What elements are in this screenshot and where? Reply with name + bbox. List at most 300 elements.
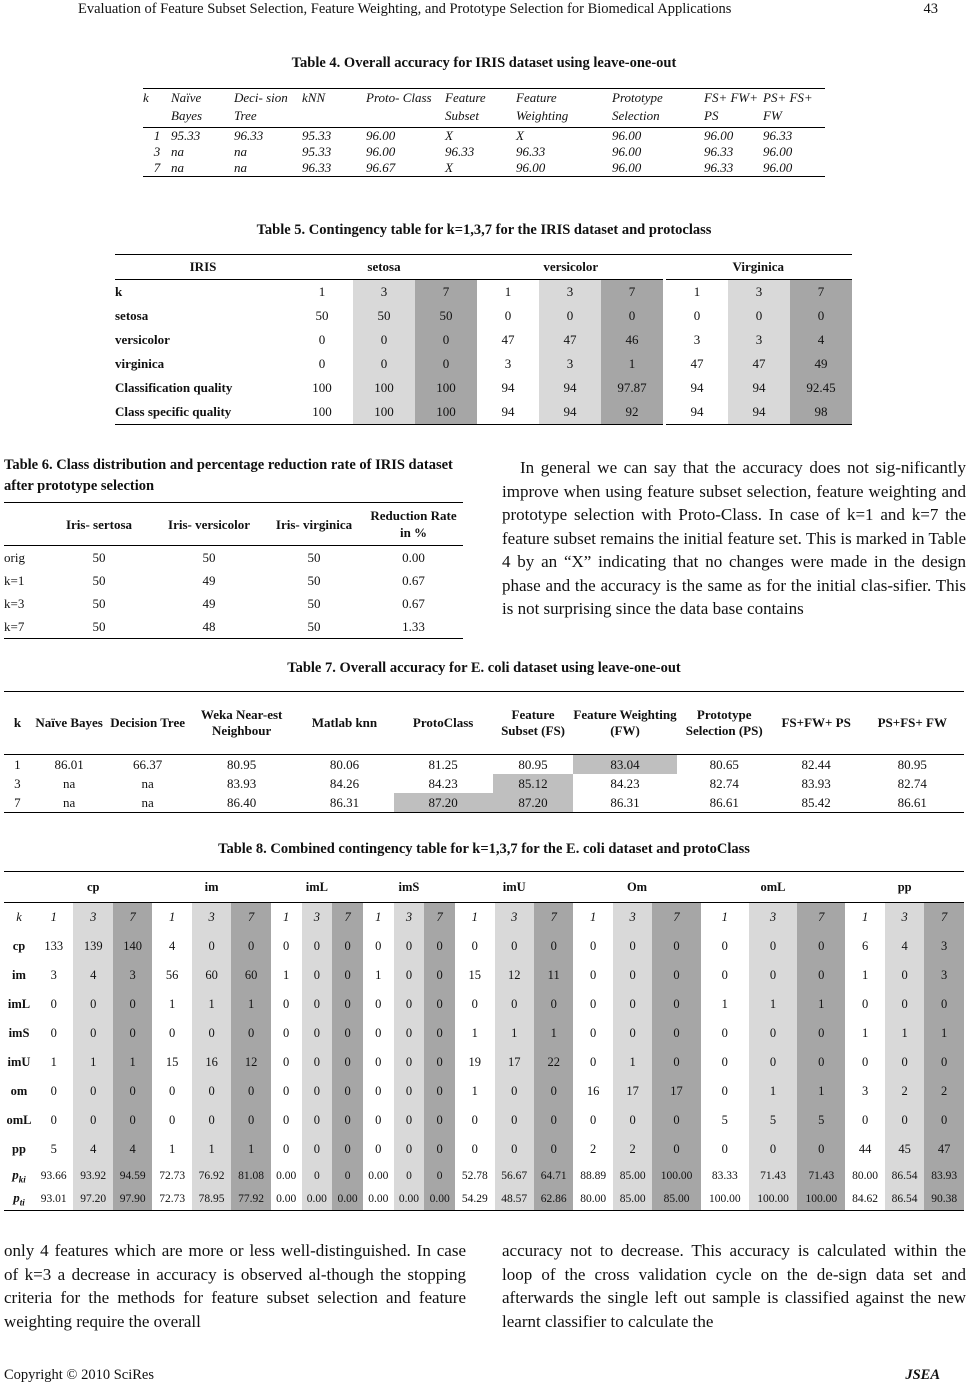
table-row	[115, 328, 852, 352]
table8-cell: 0	[302, 990, 333, 1019]
table4-cell: na	[234, 144, 247, 159]
table5-cell: 3	[353, 280, 415, 305]
table7-cell: na	[141, 775, 154, 791]
table-row	[115, 280, 852, 305]
table8-cell: 15	[468, 968, 482, 982]
table5-cell: 92	[601, 400, 665, 425]
table8-group-header: imS	[398, 879, 420, 894]
table-row	[4, 1135, 964, 1164]
table6-cell: 50	[307, 595, 321, 611]
table8-cell: 0	[471, 1113, 478, 1127]
table8-cell: 60	[231, 961, 270, 990]
table8-cell: 0	[332, 1077, 363, 1106]
table5-cell: 100	[312, 404, 332, 419]
table8-cell: 0	[231, 1106, 270, 1135]
table8-cell: 1	[50, 1055, 57, 1069]
table5-cell: 100	[353, 400, 415, 425]
table8-caption: Table 8. Combined contingency table for k=1,3,7 for the E. coli dataset and protoClass	[218, 841, 750, 857]
table7-cell: 83.04	[573, 755, 676, 775]
table8-cell: imS	[8, 1026, 30, 1040]
table8-group-header: omL	[760, 879, 786, 894]
table7-cell: 80.95	[897, 756, 927, 772]
table8-k-cell: 3	[302, 903, 333, 933]
table4-header-cell: k	[143, 90, 149, 105]
table4-cell: 96.33	[763, 128, 793, 143]
table8-cell: im	[12, 968, 26, 982]
table8-quality-cell: 86.54	[885, 1164, 924, 1187]
table-row	[4, 1077, 964, 1106]
table5-cell: 94	[539, 376, 601, 400]
table8-cell: 0	[749, 1048, 797, 1077]
table8-cell: 4	[169, 939, 176, 953]
table4-cell: 96.33	[516, 144, 546, 159]
table4-header-cell: FS+ FW+ PS	[704, 90, 759, 123]
table8-quality-cell: 0.00	[276, 1169, 297, 1182]
table5-cell: 97.87	[601, 376, 665, 400]
quality-subscript: ki	[18, 1174, 26, 1185]
table5-cell: 47	[728, 352, 790, 376]
table8-quality-cell: 0.00	[302, 1187, 333, 1211]
table6-header-cell: Iris- sertosa	[65, 516, 133, 532]
table-row	[4, 990, 964, 1019]
table8-cell: 1	[192, 990, 231, 1019]
table8-cell: 0	[495, 1135, 534, 1164]
table8-cell: 0	[613, 1106, 652, 1135]
table8-cell: 0	[283, 1113, 290, 1127]
table8-cell: 1	[797, 990, 845, 1019]
table8-cell: 0	[534, 1135, 573, 1164]
table8-cell: 1	[471, 1026, 478, 1040]
table4-header-cell: PS+ FS+ FW	[763, 90, 813, 123]
quality-symbol: p	[12, 1166, 19, 1182]
table7-cell: na	[141, 794, 154, 810]
table8-cell: 0	[534, 1077, 573, 1106]
table8-cell: 0	[302, 932, 333, 961]
table8-quality-cell: 94.59	[113, 1164, 152, 1187]
quality-subscript: ti	[19, 1197, 25, 1208]
table8-cell: 0	[113, 990, 152, 1019]
table-row	[4, 1019, 964, 1048]
table7-header-cell: k	[13, 715, 22, 730]
table8-cell: 0	[375, 1142, 382, 1156]
table7-cell: 83.93	[227, 775, 257, 791]
table7-header-cell: Weka Near-est Neighbour	[200, 707, 283, 738]
table8-cell: 0	[394, 990, 425, 1019]
table8-cell: 5	[749, 1106, 797, 1135]
table8-cell: 0	[50, 997, 57, 1011]
table7-cell: 84.26	[329, 775, 360, 791]
table5-cell: Class specific quality	[115, 404, 232, 419]
table8-cell: 12	[495, 961, 534, 990]
table8-cell: 0	[169, 1084, 176, 1098]
table8-k-cell: 3	[749, 903, 797, 933]
table4-cell: 96.33	[234, 128, 264, 143]
table5-cell: 94	[501, 380, 515, 395]
table8-quality-cell: 88.89	[580, 1169, 607, 1182]
table7-header-cell: ProtoClass	[412, 715, 474, 730]
table6-cell: 1.33	[402, 618, 425, 634]
table5-cell: 50	[353, 304, 415, 328]
table-row	[143, 144, 825, 160]
table7-cell: 80.65	[709, 756, 739, 772]
table4-cell: 96.00	[612, 160, 642, 175]
table4-cell: 96.00	[516, 160, 546, 175]
table8-cell: 0	[495, 932, 534, 961]
table8-cell: 1	[283, 968, 290, 982]
table8-quality-cell: 71.43	[797, 1164, 845, 1187]
table5-cell: 0	[665, 304, 729, 328]
table8-cell: 1	[797, 1077, 845, 1106]
table8-cell: 0	[424, 1048, 455, 1077]
table8-quality-cell: 71.43	[749, 1164, 797, 1187]
body-paragraph-1: In general we can say that the accuracy does not sig-nificantly improve when using feature subset selection, feature weighting and prototype selection with Proto-Class. In case of k=1 and k=7 the feature subset remains the initial feature set. This is marked in Table 4 by an “X” indicating that no changes were made in the design phase and the accuracy is the same as for the initial clas-sifier. This is not surprising since the data base contains	[502, 458, 966, 618]
table-row	[4, 1106, 964, 1135]
table6-cell: 50	[92, 618, 106, 634]
table4-cell: 96.33	[704, 144, 734, 159]
table8-quality-cell: 80.00	[580, 1192, 607, 1205]
table6-cell: 50	[92, 595, 106, 611]
table5	[115, 254, 852, 425]
table8-cell: imU	[7, 1055, 31, 1069]
table7-cell: 80.95	[227, 756, 257, 772]
table4-caption: Table 4. Overall accuracy for IRIS dataset using leave-one-out	[291, 55, 677, 71]
table4-cell: 96.00	[612, 128, 642, 143]
table8-cell: 0	[885, 1048, 924, 1077]
table4-cell: 96.00	[763, 160, 793, 175]
table8-cell: 0	[424, 1135, 455, 1164]
table8-cell: 5	[797, 1106, 845, 1135]
table8-cell: 2	[885, 1077, 924, 1106]
table8-cell: 0	[797, 932, 845, 961]
table8-k-cell: 3	[73, 903, 112, 933]
table7-cell: 86.61	[709, 794, 739, 810]
table8-k-cell: 7	[424, 903, 455, 933]
table8-cell: 0	[590, 968, 597, 982]
table8-cell: 0	[424, 932, 455, 961]
table8-quality-cell: 100.00	[749, 1187, 797, 1211]
table8-cell: 0	[394, 1077, 425, 1106]
table8-cell: 16	[192, 1048, 231, 1077]
table8-cell: 0	[375, 1113, 382, 1127]
table6-cell: 50	[202, 549, 216, 565]
table7-cell: 66.37	[133, 756, 163, 772]
table8-cell: 0	[721, 968, 728, 982]
table8-cell: 0	[50, 1084, 57, 1098]
table8-cell: 1	[169, 1142, 176, 1156]
table8-cell: 4	[73, 961, 112, 990]
table4-header-cell: Feature Subset	[445, 90, 486, 123]
table8-cell: 0	[495, 1106, 534, 1135]
table8-cell: 0	[885, 1106, 924, 1135]
table4-cell: 96.33	[445, 144, 475, 159]
table4-cell: 96.00	[763, 144, 793, 159]
table7-cell: 85.12	[493, 774, 574, 793]
table8-cell: 0	[797, 1048, 845, 1077]
table8-cell: 4	[885, 932, 924, 961]
table8-cell: 0	[394, 1106, 425, 1135]
table5-cell: 0	[318, 356, 326, 371]
table8-cell: 0	[73, 1077, 112, 1106]
table8-k-cell: 7	[797, 903, 845, 933]
table8-cell: 0	[375, 939, 382, 953]
table8-cell: 0	[749, 1019, 797, 1048]
table8-cell: 0	[424, 961, 455, 990]
table7-cell: 84.23	[428, 775, 458, 791]
table8-cell: 0	[375, 1055, 382, 1069]
table8-cell: 0	[192, 1077, 231, 1106]
table-row	[4, 1164, 964, 1187]
table8-quality-cell: 93.01	[40, 1192, 67, 1205]
table7-cell: 86.61	[897, 794, 927, 810]
table8-cell: 0	[332, 1048, 363, 1077]
table6-cell: k=3	[4, 595, 25, 611]
table8-cell: 4	[113, 1135, 152, 1164]
table8-cell: 0	[394, 1048, 425, 1077]
table-row	[4, 961, 964, 990]
table4-cell: 7	[153, 160, 161, 175]
table7	[4, 691, 964, 813]
table8-quality-cell: 86.54	[885, 1187, 924, 1211]
table8-quality-cell: 48.57	[495, 1187, 534, 1211]
table8-cell: 45	[885, 1135, 924, 1164]
table5-cell: 94	[728, 400, 790, 425]
table8-cell: 0	[495, 1077, 534, 1106]
table6-cell: 0.00	[402, 549, 425, 565]
table8-cell: 0	[613, 932, 652, 961]
table8-cell: 0	[721, 1055, 728, 1069]
table8-cell: 0	[590, 1113, 597, 1127]
table7-cell: 87.20	[394, 793, 493, 813]
table8-cell: om	[10, 1084, 28, 1098]
table8-cell: 0	[797, 1135, 845, 1164]
table8-cell: 0	[231, 1019, 270, 1048]
table6-cell: 49	[202, 572, 216, 588]
table8-quality-cell: 0.00	[368, 1192, 389, 1205]
table6-cell: 50	[307, 549, 321, 565]
table5-cell: 1	[601, 352, 665, 376]
table5-cell: 3	[665, 328, 729, 352]
table8-cell: 0	[302, 961, 333, 990]
table8-cell: 0	[534, 990, 573, 1019]
table8-cell: 0	[73, 990, 112, 1019]
table5-group-header: IRIS	[189, 259, 217, 274]
body-paragraph-2: only 4 features which are more or less well-distinguished. In case of k=3 a decrease in accuracy is observed al-though the stopping criteria for the methods for feature subset selection and feature weighting require the overall	[4, 1241, 466, 1331]
table8-quality-cell: 80.00	[852, 1169, 879, 1182]
table5-group-header: setosa	[367, 259, 401, 274]
table8-k-cell: 3	[495, 903, 534, 933]
table8-cell: 0	[424, 990, 455, 1019]
table7-cell: 86.31	[610, 794, 640, 810]
table5-cell: 7	[601, 280, 665, 305]
table8-cell: 0	[50, 1026, 57, 1040]
table8-cell: 0	[861, 1055, 869, 1069]
table8-cell: 17	[652, 1077, 700, 1106]
table8-cell: 17	[495, 1048, 534, 1077]
table8-quality-cell: 62.86	[534, 1187, 573, 1211]
table-row	[143, 160, 825, 177]
table8-quality-cell: 90.38	[924, 1187, 964, 1211]
table8-quality-cell: 100.00	[652, 1164, 700, 1187]
table8-quality-cell: 54.29	[461, 1192, 488, 1205]
table5-cell: Classification quality	[115, 380, 233, 395]
table4-header-cell: Feature Weighting	[516, 90, 569, 123]
table7-cell: 80.06	[329, 756, 360, 772]
table5-cell: 100	[353, 376, 415, 400]
table8-quality-label	[4, 1187, 34, 1211]
table8-cell: 0	[885, 990, 924, 1019]
table8-quality-cell: 64.71	[534, 1164, 573, 1187]
table7-cell: 86.40	[227, 794, 257, 810]
table4-header-cell: Prototype Selection	[612, 90, 663, 123]
table5-cell: virginica	[115, 356, 165, 371]
page-number: 43	[923, 1, 938, 17]
table8-quality-cell: 84.62	[852, 1192, 879, 1205]
table8-cell: 3	[924, 932, 964, 961]
table-row	[4, 1187, 964, 1211]
table8-cell: 0	[652, 990, 700, 1019]
table5-cell: 47	[665, 352, 729, 376]
table7-cell: na	[62, 775, 76, 791]
table8-cell: 0	[283, 1084, 290, 1098]
table4-cell: 1	[153, 128, 161, 143]
table8-k-cell: 7	[231, 903, 270, 933]
table8-k-cell: 3	[394, 903, 425, 933]
table5-cell: 0	[601, 304, 665, 328]
table8-k-cell: 7	[113, 903, 152, 933]
table8-cell: 11	[534, 961, 573, 990]
table4-cell: 96.33	[704, 160, 734, 175]
table7-header-cell: Prototype Selection (PS)	[685, 707, 763, 738]
table8-cell: 22	[534, 1048, 573, 1077]
table8-cell: 0	[394, 1019, 425, 1048]
table8-cell: 0	[652, 1019, 700, 1048]
table8-cell: 0	[924, 990, 964, 1019]
table8-cell: 0	[192, 1106, 231, 1135]
table8-cell: 56	[165, 968, 179, 982]
table8-cell: 0	[471, 997, 478, 1011]
table7-cell: 85.42	[801, 794, 831, 810]
table5-cell: 1	[504, 284, 512, 299]
table8-quality-cell: 100.00	[797, 1187, 845, 1211]
table8-cell: 1	[375, 968, 382, 982]
table5-cell: 49	[790, 352, 852, 376]
table8-quality-cell: 52.78	[461, 1169, 488, 1182]
table8-cell: 47	[924, 1135, 964, 1164]
table7-cell: 86.01	[54, 756, 84, 772]
footer-copyright: Copyright © 2010 SciRes	[4, 1367, 154, 1383]
table5-group-header: versicolor	[543, 259, 599, 274]
table8-quality-label	[4, 1164, 34, 1187]
table5-cell: 4	[790, 328, 852, 352]
table-row	[4, 1048, 964, 1077]
table5-cell: 0	[790, 304, 852, 328]
table8-quality-cell: 0.00	[424, 1187, 455, 1211]
table8-cell: 0	[113, 1077, 152, 1106]
table8-cell: 1	[192, 1135, 231, 1164]
table8-quality-cell: 0	[424, 1164, 455, 1187]
table-row	[115, 352, 852, 376]
table6-cell: k=1	[4, 572, 25, 588]
table8-cell: 0	[332, 961, 363, 990]
table8-quality-cell: 0	[394, 1164, 425, 1187]
table8-cell: 140	[113, 932, 152, 961]
table8-cell: 0	[375, 1084, 382, 1098]
table-row	[4, 903, 964, 933]
table5-cell: 3	[728, 280, 790, 305]
table8-cell: 0	[797, 1019, 845, 1048]
table8-quality-cell: 0.00	[276, 1192, 297, 1205]
table4-cell: 96.00	[366, 128, 396, 143]
table6-cell: k=7	[4, 618, 25, 634]
table4-header-cell: Naïve Bayes	[171, 90, 203, 123]
table4	[143, 88, 825, 177]
table8-cell: 19	[468, 1055, 482, 1069]
table4-cell: 96.00	[366, 144, 396, 159]
table8-cell: 0	[332, 1135, 363, 1164]
table8-cell: 60	[192, 961, 231, 990]
table8-cell: 0	[50, 1113, 57, 1127]
table8-cell: 0	[394, 961, 425, 990]
table8-cell: 3	[924, 961, 964, 990]
table8-cell: 0	[169, 1026, 176, 1040]
table5-caption: Table 5. Contingency table for k=1,3,7 for the IRIS dataset and protoclass	[256, 222, 712, 238]
table6-cell: 0.67	[402, 595, 425, 611]
table8-cell: 0	[169, 1113, 176, 1127]
table8-cell: 0	[749, 961, 797, 990]
table8-group-header: cp	[86, 879, 100, 894]
table8-cell: 0	[924, 1048, 964, 1077]
table8-cell: 0	[613, 1019, 652, 1048]
table8-cell: 0	[394, 932, 425, 961]
running-header	[0, 0, 968, 22]
table4-cell: 96.67	[366, 160, 396, 175]
table8-cell: 0	[590, 939, 597, 953]
table8-k-cell: 1	[50, 910, 57, 924]
table6-cell: orig	[4, 549, 25, 565]
table5-cell: 92.45	[790, 376, 852, 400]
table8-quality-cell: 0	[332, 1164, 363, 1187]
table7-cell: 1	[14, 756, 21, 772]
table6-cell: 50	[92, 572, 106, 588]
table8-cell: 0	[283, 1026, 290, 1040]
table8-cell: 0	[302, 1106, 333, 1135]
table5-cell: 94	[728, 376, 790, 400]
table8-cell: 1	[534, 1019, 573, 1048]
table5-cell: 3	[539, 352, 601, 376]
table8-k-cell: 1	[375, 910, 382, 924]
table8-cell: 44	[858, 1142, 872, 1156]
table8-cell: 0	[332, 990, 363, 1019]
table8-k-cell: k	[16, 910, 22, 924]
table-row	[4, 755, 964, 775]
table6-header-cell	[4, 503, 44, 546]
table4-cell: na	[234, 160, 247, 175]
table8-cell: 0	[495, 990, 534, 1019]
table4-cell: na	[171, 160, 184, 175]
table7-cell: 80.95	[518, 756, 548, 772]
table8-quality-cell: 72.73	[159, 1169, 186, 1182]
table8-cell: 0	[797, 961, 845, 990]
table4-cell: 96.00	[612, 144, 642, 159]
table8-cell: 2	[590, 1142, 597, 1156]
table7-header-cell: PS+FS+ FW	[877, 715, 947, 730]
table8-k-cell: 7	[534, 903, 573, 933]
table8-k-cell: 1	[169, 910, 176, 924]
table8-cell: 0	[652, 1106, 700, 1135]
table5-cell: 0	[728, 304, 790, 328]
table8-cell: 0	[534, 932, 573, 961]
table8-quality-cell: 72.73	[159, 1192, 186, 1205]
